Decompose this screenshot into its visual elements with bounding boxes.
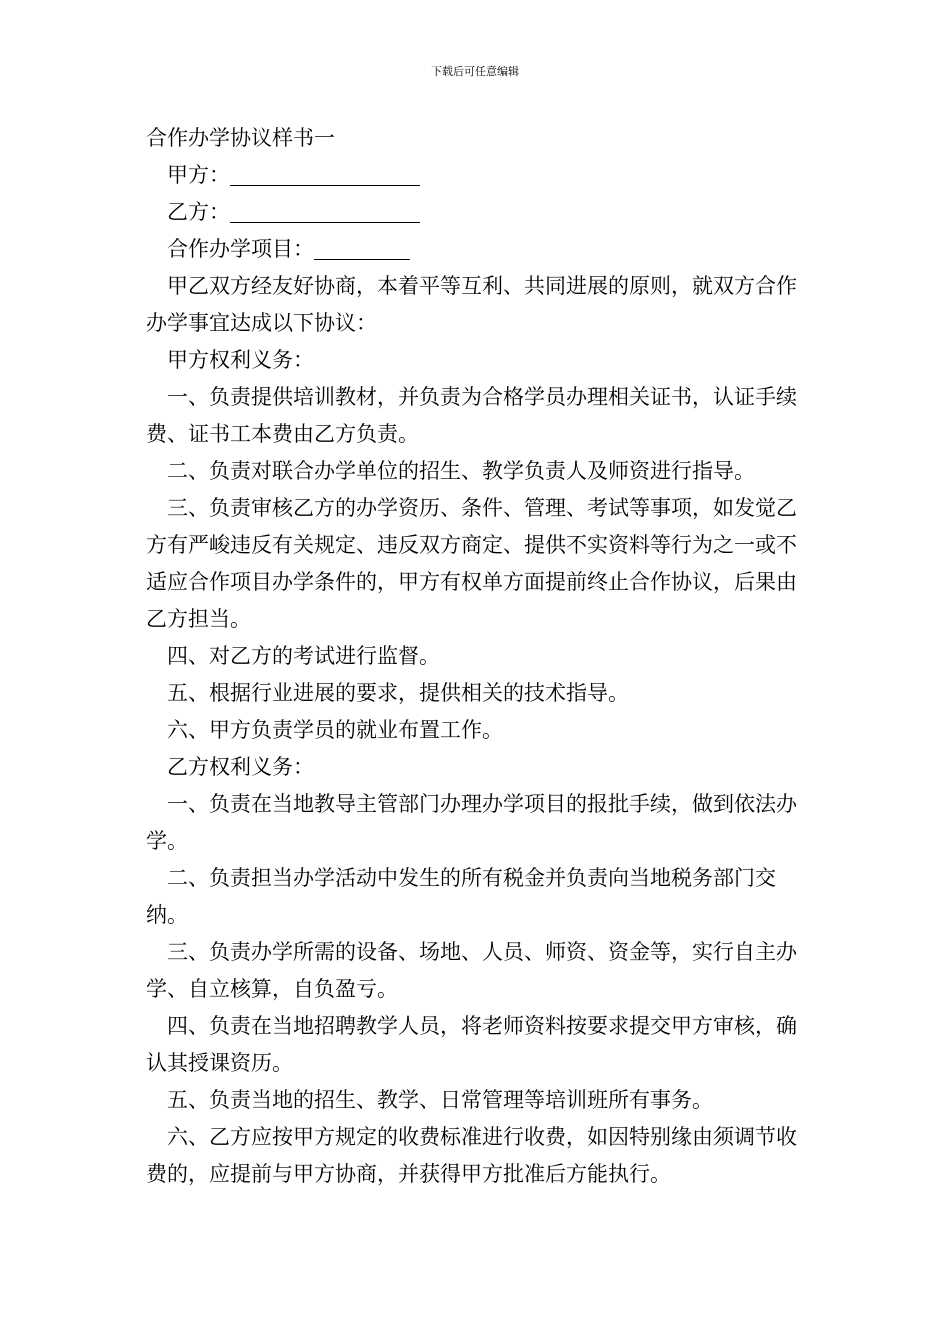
section-b-item: 三、负责办学所需的设备、场地、人员、师资、资金等，实行自主办学、自立核算，自负盈亏。	[146, 940, 797, 1001]
section-a-heading: 甲方权利义务：	[167, 348, 314, 372]
party-b-blank	[230, 198, 420, 223]
section-a-item: 一、负责提供培训教材，并负责为合格学员办理相关证书，认证手续费、证书工本费由乙方负责。	[146, 385, 797, 446]
party-b-field	[146, 194, 816, 231]
section-b-item: 二、负责担当办学活动中发生的所有税金并负责向当地税务部门交纳。	[146, 866, 776, 927]
section-b-item: 一、负责在当地教导主管部门办理办学项目的报批手续，做到依法办学。	[146, 792, 797, 853]
section-a-item: 四、对乙方的考试进行监督。	[167, 644, 440, 668]
section-a-item: 二、负责对联合办学单位的招生、教学负责人及师资进行指导。	[167, 459, 755, 483]
section-b-heading: 乙方权利义务：	[167, 755, 314, 779]
intro-paragraph: 甲乙双方经友好协商，本着平等互利、共同进展的原则，就双方合作办学事宜达成以下协议：	[146, 274, 797, 335]
header-note: 下载后可任意编辑	[431, 65, 519, 78]
project-label: 合作办学项目：	[167, 237, 314, 261]
section-b-item: 四、负责在当地招聘教学人员，将老师资料按要求提交甲方审核，确认其授课资历。	[146, 1014, 797, 1075]
section-b-item: 五、负责当地的招生、教学、日常管理等培训班所有事务。	[167, 1088, 713, 1112]
document-body	[146, 120, 816, 1193]
party-b-label: 乙方：	[167, 200, 230, 224]
section-b-item: 六、乙方应按甲方规定的收费标准进行收费，如因特别缘由须调节收费的，应提前与甲方协商，并获得甲方批准后方能执行。	[146, 1125, 797, 1186]
section-a-item: 五、根据行业进展的要求，提供相关的技术指导。	[167, 681, 629, 705]
project-blank	[314, 235, 410, 260]
section-a-item: 三、负责审核乙方的办学资历、条件、管理、考试等事项，如发觉乙方有严峻违反有关规定、违反双方商定、提供不实资料等行为之一或不适应合作项目办学条件的，甲方有权单方面提前终止合作协议，后果由乙方担当。	[146, 496, 797, 631]
party-a-label: 甲方：	[167, 163, 230, 187]
document-title: 合作办学协议样书一	[146, 126, 335, 150]
party-a-blank	[230, 161, 420, 186]
section-a-item: 六、甲方负责学员的就业布置工作。	[167, 718, 503, 742]
party-a-field	[146, 157, 816, 194]
project-field	[146, 231, 816, 268]
